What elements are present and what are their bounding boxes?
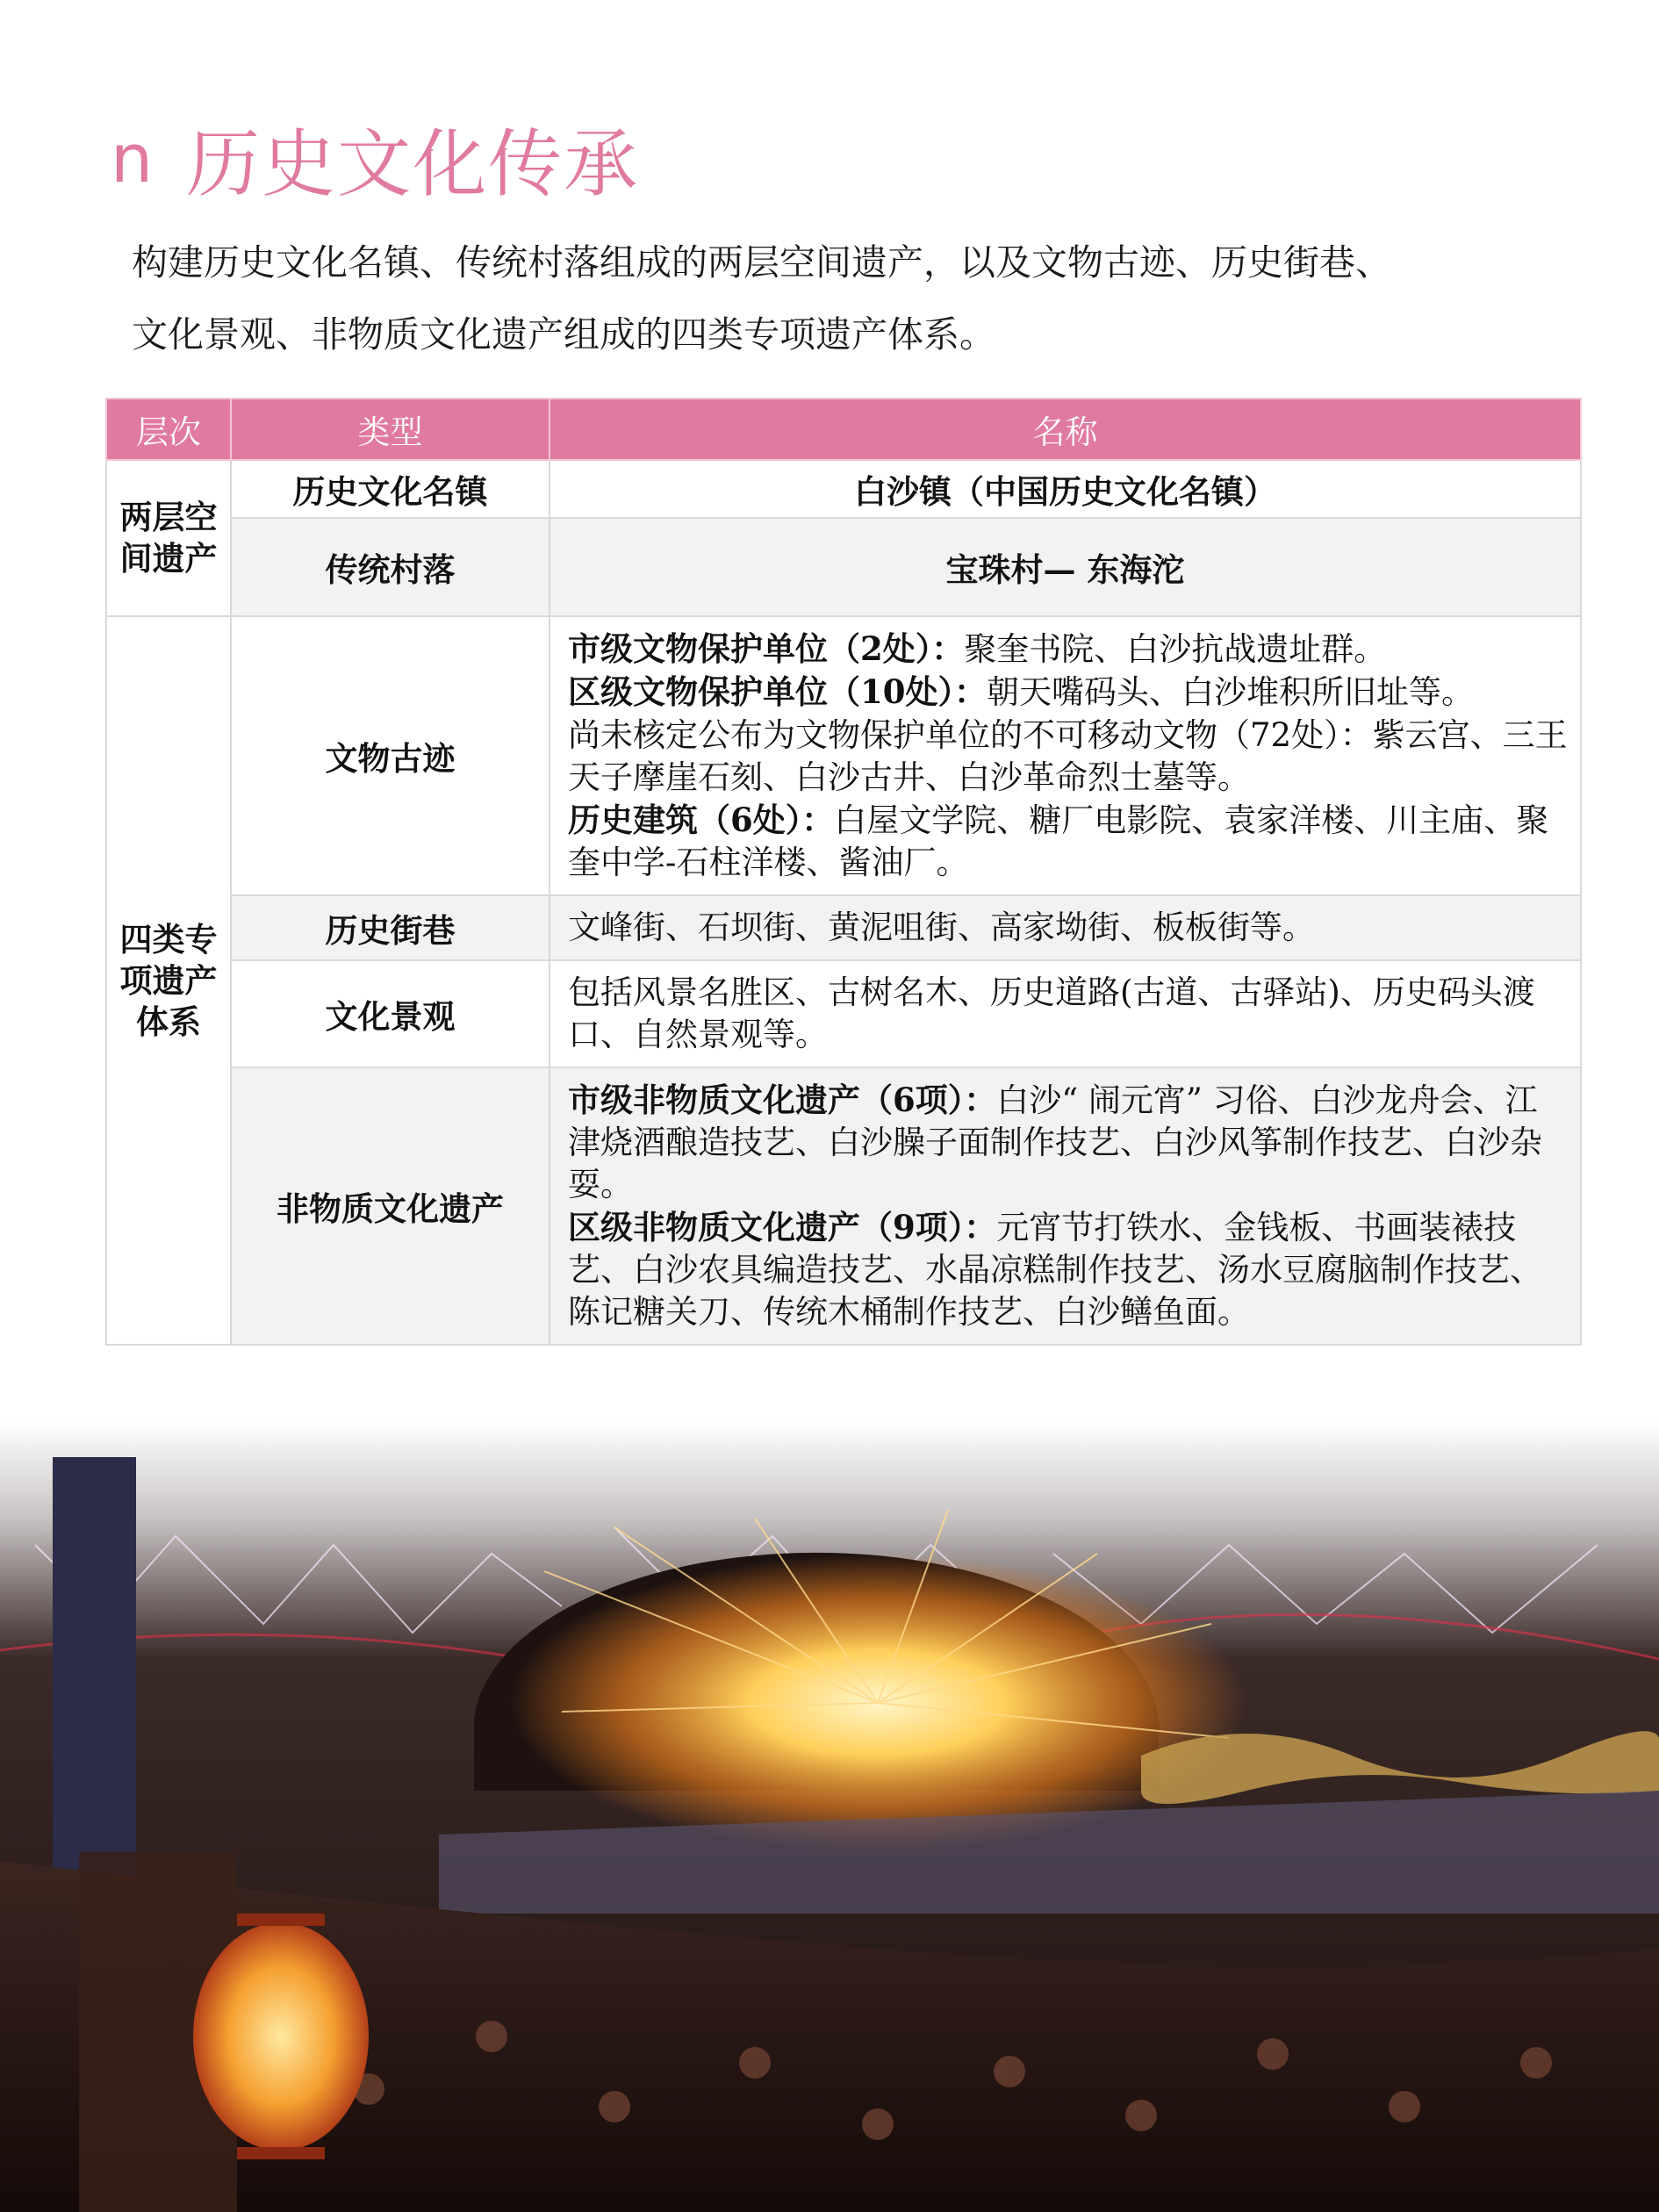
red-lantern — [193, 1922, 369, 2151]
type-cell: 传统村落 — [231, 518, 549, 616]
layer-cell-two-tier: 两层空间遗产 — [106, 460, 231, 616]
festival-photo — [0, 1422, 1659, 2212]
desc-item — [568, 628, 1569, 671]
festival-photo-illustration — [0, 1422, 1659, 2212]
heritage-table — [105, 398, 1582, 1346]
table-row — [106, 460, 1581, 518]
description-cell — [549, 616, 1581, 895]
desc-item-text: 白屋文学院、糖厂电影院、袁家洋楼、川主庙、聚奎中学-石柱洋楼、酱油厂。 — [568, 801, 1549, 881]
type-cell: 非物质文化遗产 — [231, 1067, 549, 1345]
desc-item-text: 白沙“ 闹元宵” 习俗、白沙龙舟会、江津烧酒酿造技艺、白沙臊子面制作技艺、白沙风筝制作技艺、白沙杂耍。 — [568, 1081, 1542, 1203]
intro-paragraph — [132, 226, 1571, 370]
type-cell: 文化景观 — [231, 960, 549, 1067]
desc-item — [568, 671, 1569, 714]
desc-item-text: 元宵节打铁水、金钱板、书画装裱技艺、白沙农具编造技艺、水晶凉糕制作技艺、汤水豆腐脑制作技艺、陈记糖关刀、传统木桶制作技艺、白沙鳝鱼面。 — [568, 1209, 1542, 1331]
header-layer: 层次 — [106, 399, 231, 460]
type-cell: 历史文化名镇 — [231, 460, 549, 518]
name-cell: 白沙镇（中国历史文化名镇） — [549, 460, 1581, 518]
desc-item-text: 朝天嘴码头、白沙堆积所旧址等。 — [987, 673, 1474, 711]
desc-item — [568, 1079, 1569, 1206]
page-title — [111, 105, 639, 212]
table-row — [106, 1067, 1581, 1345]
name-cell: 宝珠村— 东海沱 — [549, 518, 1581, 616]
desc-item-text: 尚未核定公布为文物保护单位的不可移动文物（72处）：紫云宫、三王天子摩崖石刻、白沙古井、白沙革命烈士墓等。 — [568, 716, 1568, 796]
desc-item-label: 历史建筑（6处）： — [568, 801, 835, 839]
table-row — [106, 616, 1581, 895]
desc-item-label: 市级文物保护单位（2处）： — [568, 629, 965, 668]
header-type: 类型 — [231, 399, 549, 460]
description-cell: 包括风景名胜区、古树名木、历史道路(古道、古驿站)、历史码头渡口、自然景观等。 — [549, 960, 1581, 1067]
table-header-row — [106, 399, 1581, 460]
header-name: 名称 — [549, 399, 1581, 460]
desc-item — [568, 1206, 1569, 1333]
layer-cell-four-type: 四类专项遗产体系 — [106, 616, 231, 1345]
desc-item-label: 区级文物保护单位（10处）： — [568, 672, 987, 711]
description-cell — [549, 1067, 1581, 1345]
type-cell: 文物古迹 — [231, 616, 549, 895]
desc-item — [568, 714, 1569, 799]
title-text: 历史文化传承 — [186, 121, 640, 207]
desc-item-label: 市级非物质文化遗产（6项）： — [568, 1081, 997, 1119]
desc-item — [568, 799, 1569, 884]
title-bullet: n — [111, 119, 155, 198]
description-cell: 文峰街、石坝街、黄泥咀街、高家坳街、板板街等。 — [549, 895, 1581, 960]
table-row — [106, 960, 1581, 1067]
desc-item-text: 聚奎书院、白沙抗战遗址群。 — [964, 630, 1387, 668]
desc-item-label: 区级非物质文化遗产（9项）： — [568, 1208, 997, 1246]
type-cell: 历史街巷 — [231, 895, 549, 960]
intro-line-1: 构建历史文化名镇、传统村落组成的两层空间遗产，以及文物古迹、历史街巷、 — [132, 241, 1391, 284]
table-row — [106, 518, 1581, 616]
intro-line-2: 文化景观、非物质文化遗产组成的四类专项遗产体系。 — [132, 313, 995, 356]
table-row — [106, 895, 1581, 960]
